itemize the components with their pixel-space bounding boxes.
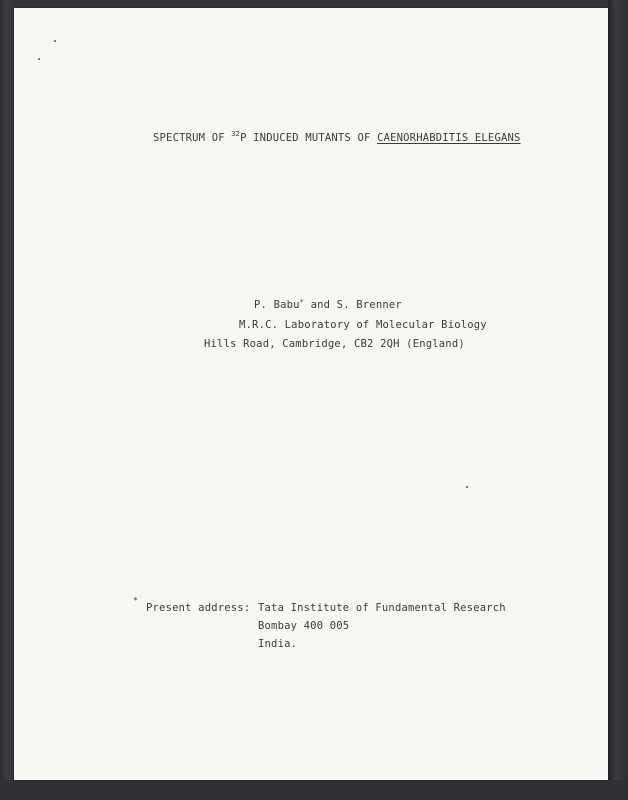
authors-line	[254, 298, 402, 311]
paper-speck	[466, 486, 468, 488]
title-mid: P INDUCED MUTANTS OF	[240, 132, 378, 144]
footnote-mark: *	[133, 596, 139, 605]
author-joiner: and S. Brenner	[304, 299, 402, 311]
footnote-line: Bombay 400 005	[258, 620, 350, 632]
title-superscript: 32	[231, 130, 241, 138]
footnote-line: Tata Institute of Fundamental Research	[258, 602, 506, 614]
scan-right-edge	[608, 0, 628, 800]
address-line: Hills Road, Cambridge, CB2 2QH (England)	[204, 338, 465, 350]
footnote-line: India.	[258, 638, 298, 650]
author-1: P. Babu	[254, 299, 300, 311]
paper-speck	[38, 58, 40, 60]
author-1-mark: *	[299, 298, 305, 306]
document-page	[14, 8, 608, 780]
document-title	[153, 130, 521, 144]
affiliation-line: M.R.C. Laboratory of Molecular Biology	[239, 319, 487, 331]
footnote-label: Present address:	[146, 602, 251, 614]
title-species: CAENORHABDITIS ELEGANS	[377, 132, 521, 144]
paper-speck	[54, 40, 56, 42]
title-prefix: SPECTRUM OF	[153, 132, 232, 144]
scan-bottom-edge	[0, 780, 628, 800]
